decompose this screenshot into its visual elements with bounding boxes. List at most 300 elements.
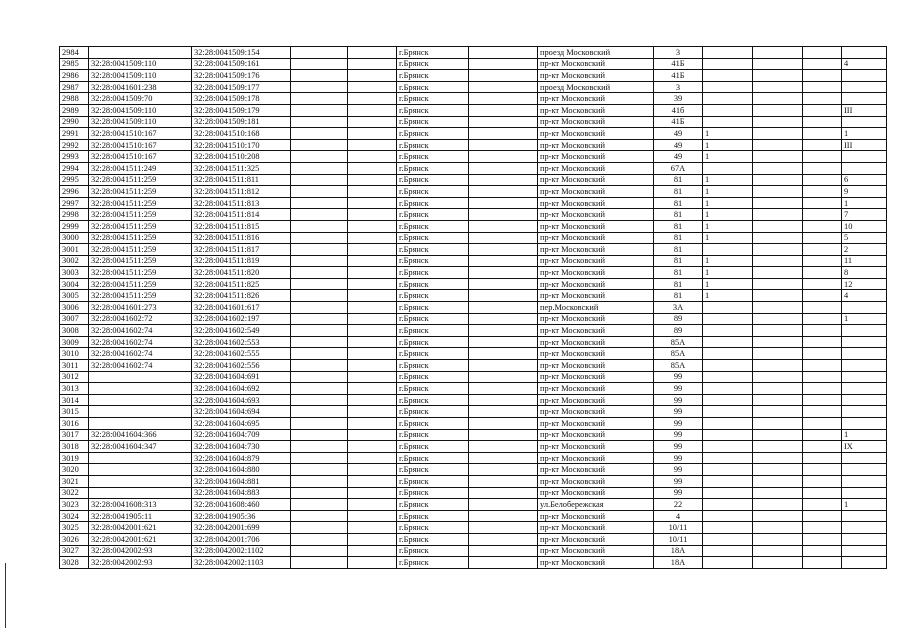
building-cell [703, 452, 753, 464]
row-number-cell: 2987 [60, 81, 89, 93]
land-cadastral-cell [89, 383, 192, 395]
empty-cell [291, 104, 348, 116]
building-cell: 1 [703, 220, 753, 232]
row-number-cell: 2991 [60, 128, 89, 140]
street-cell: пр-кт Московский [538, 406, 654, 418]
empty-cell [348, 139, 397, 151]
empty-cell [842, 418, 887, 430]
table-row [60, 220, 887, 232]
street-cell: пр-кт Московский [538, 464, 654, 476]
building-cell [703, 394, 753, 406]
empty-cell [753, 464, 803, 476]
land-cadastral-cell: 32:28:0041905:11 [89, 510, 192, 522]
table-row [60, 81, 887, 93]
empty-cell [842, 452, 887, 464]
city-cell: г.Брянск [397, 383, 469, 395]
land-cadastral-cell: 32:28:0041511:259 [89, 255, 192, 267]
empty-cell [348, 348, 397, 360]
table-row [60, 325, 887, 337]
empty-cell [469, 267, 538, 279]
street-cell: пр-кт Московский [538, 93, 654, 105]
house-cell: 49 [654, 139, 703, 151]
empty-cell [842, 394, 887, 406]
empty-cell [291, 510, 348, 522]
street-cell: пр-кт Московский [538, 116, 654, 128]
row-number-cell: 3005 [60, 290, 89, 302]
empty-cell [753, 116, 803, 128]
street-cell: пр-кт Московский [538, 533, 654, 545]
table-row [60, 255, 887, 267]
row-number-cell: 3007 [60, 313, 89, 325]
street-cell: пр-кт Московский [538, 70, 654, 82]
building-cell [703, 557, 753, 569]
empty-cell [291, 58, 348, 70]
street-cell: пр-кт Московский [538, 220, 654, 232]
empty-cell [753, 81, 803, 93]
empty-cell [291, 533, 348, 545]
empty-cell [291, 441, 348, 453]
empty-cell [469, 522, 538, 534]
empty-cell [842, 510, 887, 522]
empty-cell [291, 545, 348, 557]
empty-cell: 1 [842, 128, 887, 140]
empty-cell [842, 522, 887, 534]
house-cell: 22 [654, 499, 703, 511]
table-row [60, 533, 887, 545]
empty-cell [753, 533, 803, 545]
empty-cell [348, 313, 397, 325]
city-cell: г.Брянск [397, 313, 469, 325]
empty-cell [291, 348, 348, 360]
empty-cell [291, 255, 348, 267]
empty-cell [753, 487, 803, 499]
empty-cell [753, 220, 803, 232]
table-row [60, 406, 887, 418]
empty-cell [291, 313, 348, 325]
building-cell [703, 81, 753, 93]
row-number-cell: 3025 [60, 522, 89, 534]
empty-cell [753, 162, 803, 174]
empty-cell [469, 360, 538, 372]
street-cell: пр-кт Московский [538, 452, 654, 464]
empty-cell [348, 267, 397, 279]
empty-cell [842, 348, 887, 360]
empty-cell [753, 302, 803, 314]
city-cell: г.Брянск [397, 116, 469, 128]
table-row [60, 186, 887, 198]
empty-cell [753, 58, 803, 70]
empty-cell [469, 499, 538, 511]
empty-cell: 4 [842, 290, 887, 302]
city-cell: г.Брянск [397, 418, 469, 430]
land-cadastral-cell [89, 464, 192, 476]
land-cadastral-cell [89, 406, 192, 418]
empty-cell [753, 348, 803, 360]
premise-cell [803, 557, 842, 569]
street-cell: пр-кт Московский [538, 278, 654, 290]
premise-cell [803, 510, 842, 522]
premise-cell [803, 174, 842, 186]
premise-cell [803, 371, 842, 383]
land-cadastral-cell: 32:28:0041602:74 [89, 325, 192, 337]
empty-cell [348, 151, 397, 163]
land-cadastral-cell [89, 452, 192, 464]
empty-cell [469, 557, 538, 569]
empty-cell [842, 302, 887, 314]
empty-cell: III [842, 104, 887, 116]
premise-cell [803, 313, 842, 325]
empty-cell [348, 244, 397, 256]
empty-cell [469, 58, 538, 70]
premise-cell [803, 104, 842, 116]
table-row [60, 162, 887, 174]
row-number-cell: 3009 [60, 336, 89, 348]
empty-cell [753, 313, 803, 325]
street-cell: пр-кт Московский [538, 290, 654, 302]
empty-cell [842, 475, 887, 487]
land-cadastral-cell: 32:28:0041601:238 [89, 81, 192, 93]
premise-cell [803, 325, 842, 337]
house-cell: 89 [654, 325, 703, 337]
empty-cell [469, 302, 538, 314]
city-cell: г.Брянск [397, 174, 469, 186]
city-cell: г.Брянск [397, 186, 469, 198]
premise-cell [803, 209, 842, 221]
city-cell: г.Брянск [397, 209, 469, 221]
building-cell: 1 [703, 232, 753, 244]
land-cadastral-cell: 32:28:0041602:74 [89, 336, 192, 348]
land-cadastral-cell: 32:28:0041511:249 [89, 162, 192, 174]
empty-cell [291, 429, 348, 441]
street-cell: пр-кт Московский [538, 429, 654, 441]
street-cell: пр-кт Московский [538, 348, 654, 360]
building-cell: 1 [703, 197, 753, 209]
land-cadastral-cell: 32:28:0041509:110 [89, 58, 192, 70]
empty-cell [469, 209, 538, 221]
row-number-cell: 2990 [60, 116, 89, 128]
land-cadastral-cell [89, 487, 192, 499]
building-cell [703, 464, 753, 476]
object-cadastral-cell: 32:28:0041511:817 [192, 244, 291, 256]
house-cell: 18А [654, 557, 703, 569]
empty-cell [291, 325, 348, 337]
building-cell: 1 [703, 139, 753, 151]
empty-cell [753, 394, 803, 406]
row-number-cell: 3022 [60, 487, 89, 499]
land-cadastral-cell: 32:28:0041602:74 [89, 360, 192, 372]
house-cell: 85А [654, 348, 703, 360]
building-cell: 1 [703, 255, 753, 267]
street-cell: пр-кт Московский [538, 383, 654, 395]
building-cell [703, 70, 753, 82]
object-cadastral-cell: 32:28:0041510:168 [192, 128, 291, 140]
city-cell: г.Брянск [397, 360, 469, 372]
city-cell: г.Брянск [397, 81, 469, 93]
object-cadastral-cell: 32:28:0041509:178 [192, 93, 291, 105]
empty-cell [469, 244, 538, 256]
empty-cell [291, 128, 348, 140]
object-cadastral-cell: 32:28:0041604:880 [192, 464, 291, 476]
empty-cell [348, 452, 397, 464]
empty-cell [348, 116, 397, 128]
empty-cell [753, 360, 803, 372]
empty-cell [291, 151, 348, 163]
empty-cell [753, 104, 803, 116]
table-row [60, 487, 887, 499]
empty-cell [753, 151, 803, 163]
premise-cell [803, 360, 842, 372]
row-number-cell: 3002 [60, 255, 89, 267]
building-cell [703, 545, 753, 557]
city-cell: г.Брянск [397, 70, 469, 82]
building-cell: 1 [703, 209, 753, 221]
empty-cell [753, 186, 803, 198]
premise-cell [803, 499, 842, 511]
row-number-cell: 2988 [60, 93, 89, 105]
row-number-cell: 3001 [60, 244, 89, 256]
premise-cell [803, 302, 842, 314]
premise-cell [803, 418, 842, 430]
premise-cell [803, 197, 842, 209]
land-cadastral-cell [89, 371, 192, 383]
empty-cell [842, 360, 887, 372]
empty-cell [348, 209, 397, 221]
city-cell: г.Брянск [397, 557, 469, 569]
street-cell: пр-кт Московский [538, 545, 654, 557]
empty-cell [753, 174, 803, 186]
empty-cell [469, 174, 538, 186]
premise-cell [803, 464, 842, 476]
empty-cell [842, 406, 887, 418]
house-cell: 81 [654, 290, 703, 302]
row-number-cell: 3008 [60, 325, 89, 337]
premise-cell [803, 336, 842, 348]
row-number-cell: 2992 [60, 139, 89, 151]
row-number-cell: 3000 [60, 232, 89, 244]
city-cell: г.Брянск [397, 371, 469, 383]
land-cadastral-cell: 32:28:0041511:259 [89, 197, 192, 209]
empty-cell [291, 302, 348, 314]
house-cell: 81 [654, 232, 703, 244]
table-row [60, 174, 887, 186]
empty-cell [469, 278, 538, 290]
house-cell: 81 [654, 267, 703, 279]
empty-cell [291, 336, 348, 348]
premise-cell [803, 278, 842, 290]
empty-cell [348, 371, 397, 383]
land-cadastral-cell: 32:28:0041601:273 [89, 302, 192, 314]
empty-cell: 12 [842, 278, 887, 290]
city-cell: г.Брянск [397, 533, 469, 545]
row-number-cell: 3028 [60, 557, 89, 569]
object-cadastral-cell: 32:28:0041602:553 [192, 336, 291, 348]
land-cadastral-cell [89, 47, 192, 59]
street-cell: ул.Белобережская [538, 499, 654, 511]
table-row [60, 429, 887, 441]
empty-cell: 2 [842, 244, 887, 256]
city-cell: г.Брянск [397, 522, 469, 534]
empty-cell [753, 441, 803, 453]
empty-cell [753, 429, 803, 441]
premise-cell [803, 232, 842, 244]
house-cell: 99 [654, 487, 703, 499]
table-row [60, 557, 887, 569]
row-number-cell: 2984 [60, 47, 89, 59]
empty-cell [753, 557, 803, 569]
empty-cell [753, 325, 803, 337]
city-cell: г.Брянск [397, 255, 469, 267]
premise-cell [803, 429, 842, 441]
empty-cell [291, 452, 348, 464]
building-cell: 1 [703, 186, 753, 198]
empty-cell [753, 499, 803, 511]
premise-cell [803, 186, 842, 198]
land-cadastral-cell: 32:28:0041511:259 [89, 220, 192, 232]
table-row [60, 336, 887, 348]
empty-cell [753, 139, 803, 151]
object-cadastral-cell: 32:28:0041602:556 [192, 360, 291, 372]
house-cell: 89 [654, 313, 703, 325]
house-cell: 3 [654, 47, 703, 59]
empty-cell [348, 186, 397, 198]
empty-cell [469, 220, 538, 232]
house-cell: 99 [654, 406, 703, 418]
city-cell: г.Брянск [397, 162, 469, 174]
empty-cell [469, 128, 538, 140]
city-cell: г.Брянск [397, 47, 469, 59]
object-cadastral-cell: 32:28:0041602:555 [192, 348, 291, 360]
object-cadastral-cell: 32:28:0041604:881 [192, 475, 291, 487]
land-cadastral-cell: 32:28:0041511:259 [89, 267, 192, 279]
city-cell: г.Брянск [397, 406, 469, 418]
empty-cell [348, 464, 397, 476]
empty-cell [469, 464, 538, 476]
empty-cell [842, 81, 887, 93]
city-cell: г.Брянск [397, 510, 469, 522]
row-number-cell: 2993 [60, 151, 89, 163]
premise-cell [803, 47, 842, 59]
empty-cell [753, 47, 803, 59]
city-cell: г.Брянск [397, 267, 469, 279]
empty-cell [753, 267, 803, 279]
empty-cell [753, 383, 803, 395]
empty-cell [842, 336, 887, 348]
premise-cell [803, 81, 842, 93]
row-number-cell: 3012 [60, 371, 89, 383]
empty-cell [291, 290, 348, 302]
empty-cell [291, 464, 348, 476]
empty-cell [469, 406, 538, 418]
city-cell: г.Брянск [397, 244, 469, 256]
empty-cell: 11 [842, 255, 887, 267]
street-cell: пр-кт Московский [538, 174, 654, 186]
city-cell: г.Брянск [397, 429, 469, 441]
house-cell: 81 [654, 186, 703, 198]
table-row [60, 313, 887, 325]
premise-cell [803, 290, 842, 302]
premise-cell [803, 487, 842, 499]
empty-cell [753, 197, 803, 209]
street-cell: пр-кт Московский [538, 209, 654, 221]
row-number-cell: 3020 [60, 464, 89, 476]
empty-cell [753, 209, 803, 221]
object-cadastral-cell: 32:28:0041511:825 [192, 278, 291, 290]
object-cadastral-cell: 32:28:0041602:549 [192, 325, 291, 337]
empty-cell [348, 174, 397, 186]
empty-cell [291, 47, 348, 59]
street-cell: пр-кт Московский [538, 313, 654, 325]
empty-cell [842, 47, 887, 59]
building-cell: 1 [703, 267, 753, 279]
table-row [60, 545, 887, 557]
empty-cell [348, 545, 397, 557]
house-cell: 18А [654, 545, 703, 557]
row-number-cell: 2989 [60, 104, 89, 116]
empty-cell [753, 406, 803, 418]
empty-cell [469, 93, 538, 105]
land-cadastral-cell: 32:28:0042002:93 [89, 545, 192, 557]
empty-cell [469, 70, 538, 82]
object-cadastral-cell: 32:28:0041604:691 [192, 371, 291, 383]
empty-cell: 1 [842, 197, 887, 209]
premise-cell [803, 383, 842, 395]
empty-cell [469, 104, 538, 116]
empty-cell [291, 383, 348, 395]
object-cadastral-cell: 32:28:0042002:1103 [192, 557, 291, 569]
city-cell: г.Брянск [397, 499, 469, 511]
land-cadastral-cell: 32:28:0041511:259 [89, 232, 192, 244]
empty-cell [348, 162, 397, 174]
empty-cell [291, 209, 348, 221]
empty-cell [291, 220, 348, 232]
object-cadastral-cell: 32:28:0041905:36 [192, 510, 291, 522]
empty-cell [469, 162, 538, 174]
building-cell [703, 383, 753, 395]
empty-cell [348, 104, 397, 116]
empty-cell [753, 545, 803, 557]
empty-cell: 1 [842, 499, 887, 511]
empty-cell [842, 116, 887, 128]
house-cell: 41Б [654, 70, 703, 82]
empty-cell [291, 487, 348, 499]
building-cell [703, 360, 753, 372]
city-cell: г.Брянск [397, 104, 469, 116]
house-cell: 81 [654, 209, 703, 221]
empty-cell [469, 186, 538, 198]
building-cell: 1 [703, 174, 753, 186]
empty-cell [291, 499, 348, 511]
city-cell: г.Брянск [397, 464, 469, 476]
empty-cell [291, 360, 348, 372]
empty-cell [291, 186, 348, 198]
street-cell: пр-кт Московский [538, 162, 654, 174]
table-row [60, 104, 887, 116]
premise-cell [803, 93, 842, 105]
empty-cell [842, 325, 887, 337]
land-cadastral-cell: 32:28:0041510:167 [89, 128, 192, 140]
row-number-cell: 3006 [60, 302, 89, 314]
object-cadastral-cell: 32:28:0041509:181 [192, 116, 291, 128]
empty-cell [348, 429, 397, 441]
street-cell: пр-кт Московский [538, 394, 654, 406]
street-cell: пр-кт Московский [538, 139, 654, 151]
table-row [60, 70, 887, 82]
empty-cell [469, 383, 538, 395]
land-cadastral-cell: 32:28:0041608:313 [89, 499, 192, 511]
building-cell [703, 336, 753, 348]
land-cadastral-cell: 32:28:0041510:167 [89, 151, 192, 163]
land-cadastral-cell: 32:28:0041509:110 [89, 70, 192, 82]
